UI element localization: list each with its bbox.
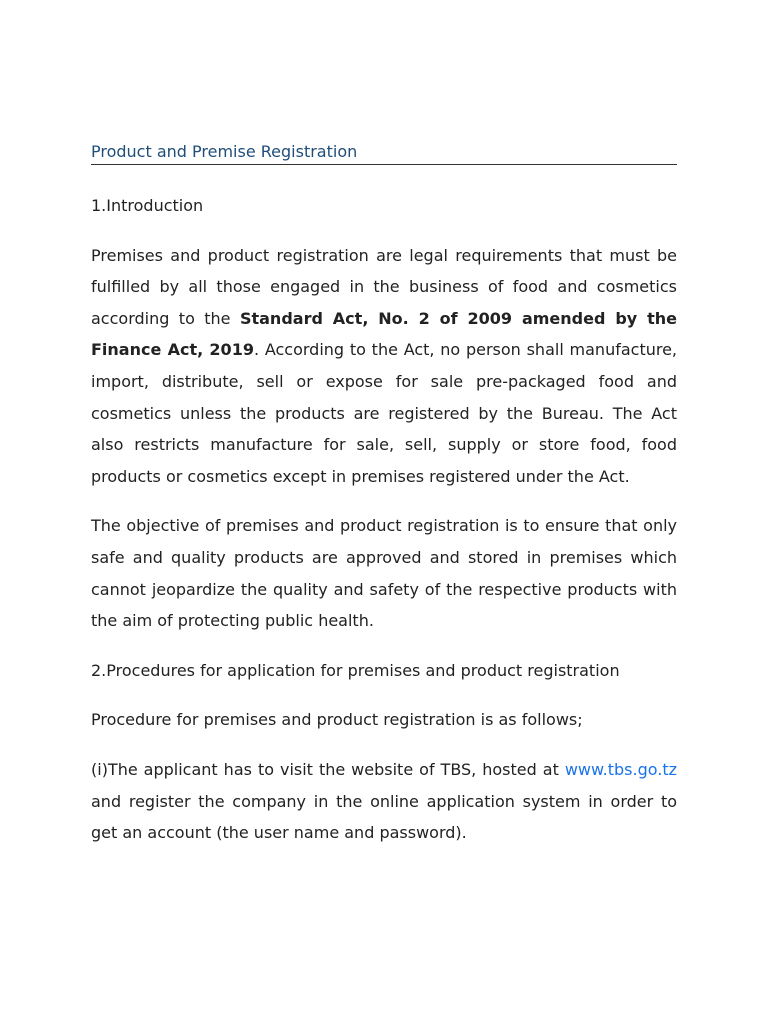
procedure-intro: Procedure for premises and product registration is as follows; xyxy=(91,710,583,730)
tbs-website-link[interactable]: www.tbs.go.tz xyxy=(564,759,677,779)
document-page xyxy=(91,141,677,867)
paragraph-introduction xyxy=(91,240,677,493)
section-heading-introduction: 1.Introduction xyxy=(91,196,204,215)
act-reference: Standard Act, No. 2 of 2009 amended by the Finance Act, 2019 xyxy=(91,308,677,360)
paragraph-text: . According to the Act, no person shall manufacture, import, distribute, sell or expose for sale pre-packaged food and cosmetics unless the products are registered by the Bureau. The Act also restricts manufacture for sale, sell, supply or store food, food products or cosmetics except in premises registered under the Act. xyxy=(91,340,678,486)
document-title: Product and Premise Registration xyxy=(91,141,677,165)
step-text: (i)The applicant has to visit the website of TBS, hosted at xyxy=(91,759,565,779)
section-heading-procedures: 2.Procedures for application for premises and product registration xyxy=(91,660,620,680)
procedure-step-1 xyxy=(91,754,677,849)
paragraph-text: Premises and product registration are legal requirements that must be fulfilled by all those engaged in the business of food and cosmetics according to the xyxy=(91,245,677,328)
paragraph-objective: The objective of premises and product registration is to ensure that only safe and quality products are approved and stored in premises which cannot jeopardize the quality and safety of the respective products with the aim of protecting public health. xyxy=(91,516,677,631)
step-text: and register the company in the online application system in order to get an account (the user name and password). xyxy=(91,791,677,843)
